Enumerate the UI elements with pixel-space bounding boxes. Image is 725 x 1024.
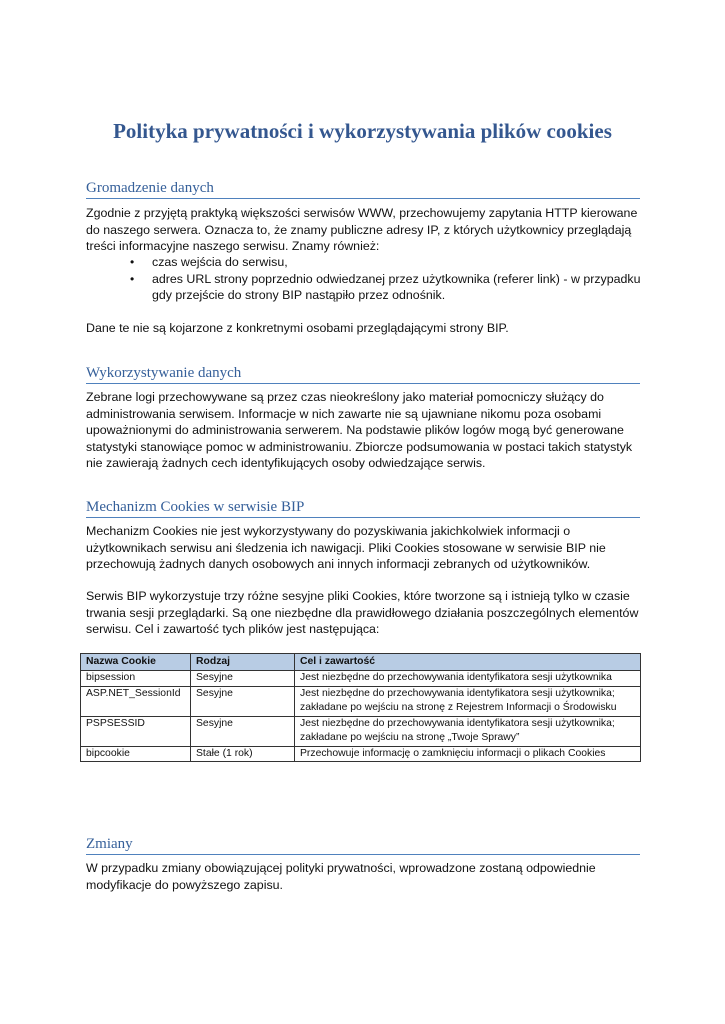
section-heading-usage: Wykorzystywanie danych: [86, 364, 640, 384]
cookie-name-cell: bipsession: [81, 671, 191, 687]
cookie-type-cell: Stałe (1 rok): [191, 746, 295, 762]
table-row: [81, 716, 641, 746]
changes-text: W przypadku zmiany obowiązującej polityki prywatności, wprowadzone zostaną odpowiednie modyfikacje do powyższego zapisu.: [86, 861, 596, 892]
bullet-text: adres URL strony poprzednio odwiedzanej przez użytkownika (referer link) - w przypadku gdy przejście do strony BIP nastąpiło przez odnośnik.: [152, 271, 641, 303]
gathering-intro: Zgodnie z przyjętą praktyką większości serwisów WWW, przechowujemy zapytania HTTP kierowane do naszego serwera. Oznacza to, że znamy publiczne adresy IP, z których użytkownicy przeglądają treści informacyjne naszego serwisu. Znamy również:: [86, 206, 638, 254]
column-header-type: Rodzaj: [191, 654, 295, 671]
cookie-name-cell: bipcookie: [81, 746, 191, 762]
cookie-type-cell: Sesyjne: [191, 686, 295, 716]
column-header-name: Nazwa Cookie: [81, 654, 191, 671]
cookie-purpose-cell: Jest niezbędne do przechowywania identyfikatora sesji użytkownika; zakładane po wejściu na stronę z Rejestrem Informacji o Środowisku: [295, 686, 641, 716]
cookie-type-cell: Sesyjne: [191, 716, 295, 746]
cookie-name-cell: ASP.NET_SessionId: [81, 686, 191, 716]
cookie-purpose-cell: Jest niezbędne do przechowywania identyfikatora sesji użytkownika: [295, 671, 641, 687]
bullet-icon: •: [130, 271, 135, 286]
cookies-table: [80, 653, 641, 762]
cookie-type-cell: Sesyjne: [191, 671, 295, 687]
cookie-purpose-cell: Przechowuje informację o zamknięciu informacji o plikach Cookies: [295, 746, 641, 762]
section-heading-cookies: Mechanizm Cookies w serwisie BIP: [86, 498, 640, 518]
table-row: [81, 746, 641, 762]
gathering-outro: Dane te nie są kojarzone z konkretnymi osobami przeglądającymi strony BIP.: [86, 321, 509, 335]
cookie-purpose-cell: Jest niezbędne do przechowywania identyfikatora sesji użytkownika; zakładane po wejściu na stronę „Twoje Sprawy”: [295, 716, 641, 746]
section-heading-changes: Zmiany: [86, 835, 640, 855]
list-item: [86, 271, 644, 304]
section-heading-gathering: Gromadzenie danych: [86, 179, 640, 199]
cookies-text-2: Serwis BIP wykorzystuje trzy różne sesyjne pliki Cookies, które tworzone są i istnieją tylko w czasie trwania sesji przeglądarki. Są one niezbędne dla prawidłowego działania poszczególnych elementów serwisu. Cel i zawartość tych plików jest następująca:: [86, 589, 639, 637]
list-item: [86, 254, 644, 271]
bullet-text: czas wejścia do serwisu,: [152, 255, 288, 269]
gathering-bullet-list: [86, 254, 644, 304]
table-row: [81, 686, 641, 716]
bullet-icon: •: [130, 255, 135, 269]
page-title: Polityka prywatności i wykorzystywania plików cookies: [113, 119, 612, 143]
cookie-name-cell: PSPSESSID: [81, 716, 191, 746]
usage-text: Zebrane logi przechowywane są przez czas nieokreślony jako materiał pomocniczy służący do administrowania serwisem. Informacje w nich zawarte nie są ujawniane nikomu poza osobami upoważnionymi do administrowania serwerem. Na podstawie plików logów mogą być generowane statystyki stanowiące pomoc w administrowaniu. Zbiorcze podsumowania w postaci takich statystyk nie zawierają żadnych cech identyfikujących osoby odwiedzające serwis.: [86, 390, 633, 471]
column-header-purpose: Cel i zawartość: [295, 654, 641, 671]
table-header-row: [81, 654, 641, 671]
cookies-text-1: Mechanizm Cookies nie jest wykorzystywany do pozyskiwania jakichkolwiek informacji o użytkownikach serwisu ani śledzenia ich nawigacji. Pliki Cookies stosowane w serwisie BIP nie przechowują żadnych danych osobowych ani innych informacji zebranych od użytkowników.: [86, 524, 606, 572]
table-row: [81, 671, 641, 687]
